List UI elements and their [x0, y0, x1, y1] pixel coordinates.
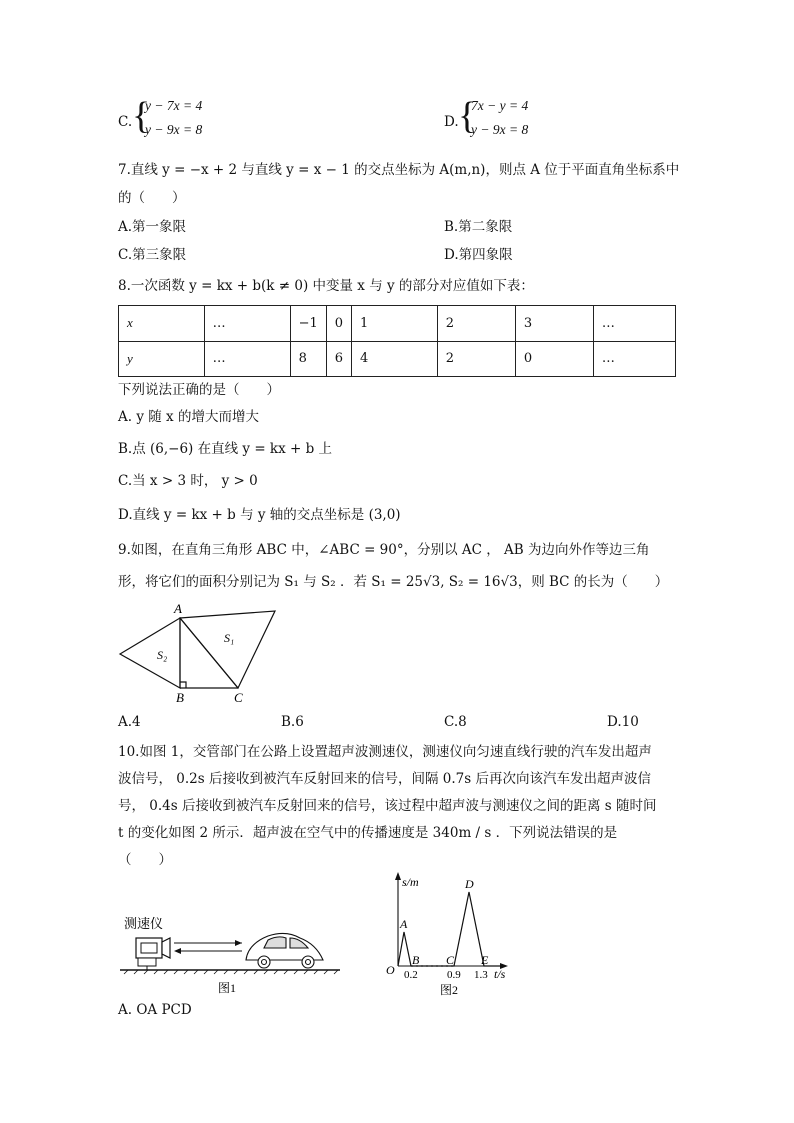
tick-label: 0.9 — [447, 969, 461, 981]
q10-stem-line5: （ ） — [118, 852, 172, 868]
q10-stem-line3: 号， 0.4s 后接收到被汽车反射回来的信号，该过程中超声波与测速仪之间的距离 s 随时间 — [118, 798, 657, 814]
table-cell: … — [204, 306, 290, 342]
table-cell: 8 — [290, 341, 326, 377]
q9-triangle-figure — [110, 598, 290, 708]
right-angle-mark — [180, 682, 186, 688]
q7-option-c: C.第三象限 — [118, 247, 187, 263]
q9-option-a: A.4 — [118, 714, 141, 730]
triangle-s1 — [180, 611, 275, 688]
point-a-label: A — [400, 917, 408, 931]
q7-option-b: B.第二象限 — [444, 219, 513, 235]
q8-value-table — [118, 305, 676, 377]
q7-stem-line1: 7.直线 y = −x + 2 与直线 y = x − 1 的交点坐标为 A(m,n)，则点 A 位于平面直角坐标系中 — [118, 162, 680, 178]
q6-option-d-eq1: 7x − y = 4 — [471, 98, 529, 113]
table-cell: −1 — [290, 306, 326, 342]
x-axis-label: t/s — [494, 967, 506, 981]
point-c-label: C — [446, 953, 455, 967]
table-row — [119, 306, 676, 342]
q8-prompt: 下列说法正确的是（ ） — [118, 382, 280, 398]
device-label: 测速仪 — [124, 916, 164, 931]
table-cell: 1 — [352, 306, 438, 342]
table-cell: … — [204, 341, 290, 377]
q8-stem: 8.一次函数 y = kx + b(k ≠ 0) 中变量 x 与 y 的部分对应值如下表： — [118, 278, 534, 294]
y-axis-label: s/m — [402, 875, 419, 889]
q9-option-b: B.6 — [281, 714, 304, 730]
q6-option-c-label: C. — [118, 114, 133, 130]
label-s2: S₂ — [157, 648, 168, 662]
segment-ac — [180, 618, 238, 688]
q10-figure1 — [118, 910, 348, 1000]
label-s1: S₁ — [224, 631, 235, 645]
q9-option-d: D.10 — [607, 714, 639, 730]
table-cell: 4 — [352, 341, 438, 377]
q6-option-c-eq1: y − 7x = 4 — [145, 98, 203, 113]
table-row — [119, 341, 676, 377]
q7-option-a: A.第一象限 — [118, 219, 187, 235]
table-cell: 2 — [437, 306, 515, 342]
q10-figure2 — [380, 870, 520, 1000]
table-cell: 0 — [326, 306, 351, 342]
table-cell: x — [119, 306, 205, 342]
table-cell: y — [119, 341, 205, 377]
tick-label: 0.2 — [404, 969, 418, 981]
q7-stem-line2: 的（ ） — [118, 190, 186, 206]
origin-label: O — [386, 963, 395, 977]
car-icon — [246, 933, 323, 968]
point-d-label: D — [465, 877, 474, 891]
label-c: C — [234, 690, 243, 705]
point-e-label: E — [481, 953, 489, 967]
q6-option-d-brace: { — [458, 95, 477, 137]
fig2-caption: 图2 — [440, 983, 459, 997]
table-cell: 2 — [437, 341, 515, 377]
label-a: A — [174, 601, 182, 616]
q9-stem-line1: 9.如图，在直角三角形 ABC 中，∠ABC = 90°，分别以 AC ， AB 为边向外作等边三角 — [118, 542, 650, 558]
q9-stem-line2: 形，将它们的面积分别记为 S₁ 与 S₂ ．若 S₁ = 25√3, S₂ = 16√3，则 BC 的长为（ ） — [118, 574, 669, 590]
table-cell: 6 — [326, 341, 351, 377]
q6-option-d-eq2: y − 9x = 8 — [471, 122, 529, 137]
table-cell: … — [593, 341, 675, 377]
table-cell: 3 — [515, 306, 593, 342]
table-cell: … — [593, 306, 675, 342]
q6-option-c-eq2: y − 9x = 8 — [145, 122, 203, 137]
q6-option-c-brace: { — [132, 95, 151, 137]
q10-stem-line2: 波信号， 0.2s 后接收到被汽车反射回来的信号，间隔 0.7s 后再次向该汽车发出超声波信 — [118, 771, 651, 787]
triangle-s2 — [120, 618, 180, 688]
q8-option-b: B.点 (6,−6) 在直线 y = kx + b 上 — [118, 441, 333, 457]
tick-label: 1.3 — [474, 969, 488, 981]
q8-option-d: D.直线 y = kx + b 与 y 轴的交点坐标是 (3,0) — [118, 507, 401, 523]
q6-option-d-label: D. — [444, 114, 459, 130]
fig1-caption: 图1 — [218, 981, 237, 995]
q10-option-a: A. OA PCD — [118, 1002, 192, 1018]
q8-option-a: A. y 随 x 的增大而增大 — [118, 409, 259, 425]
q8-option-c: C.当 x > 3 时， y > 0 — [118, 473, 258, 489]
q7-option-d: D.第四象限 — [444, 247, 513, 263]
q9-option-c: C.8 — [444, 714, 467, 730]
q10-stem-line1: 10.如图 1，交管部门在公路上设置超声波测速仪，测速仪向匀速直线行驶的汽车发出超声 — [118, 744, 652, 760]
label-b: B — [176, 690, 184, 705]
point-b-label: B — [412, 953, 420, 967]
table-cell: 0 — [515, 341, 593, 377]
q10-stem-line4: t 的变化如图 2 所示．超声波在空气中的传播速度是 340m / s ．下列说法错误的是 — [118, 825, 618, 841]
